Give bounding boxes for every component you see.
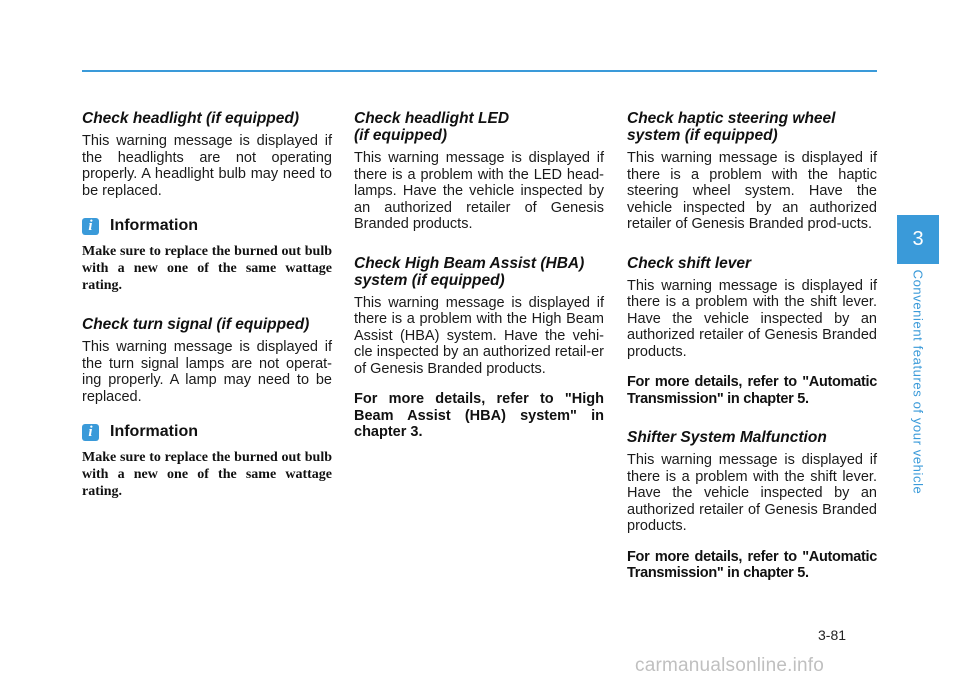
information-text: Make sure to replace the burned out bulb with a new one of the same wattage rating. [82, 450, 332, 499]
information-text: Make sure to replace the burned out bulb with a new one of the same wattage rating. [82, 244, 332, 293]
information-header [82, 217, 332, 235]
heading-line: (if equipped) [354, 127, 447, 144]
column-2 [354, 110, 604, 441]
shift-lever-reference-note: For more details, refer to "Automatic Transmission" in chapter 5. [627, 374, 877, 407]
section-heading-check-shift-lever: Check shift lever [627, 254, 752, 272]
page-number: 3-81 [818, 627, 847, 643]
chapter-title-vertical: Convenient features of your vehicle [910, 269, 926, 495]
heading-line: Check haptic steering wheel [627, 110, 836, 127]
section-heading-check-headlight: Check headlight (if equipped) [82, 110, 300, 127]
section-heading-shifter-malfunction: Shifter System Malfunction [627, 429, 827, 446]
shifter-malfunction-text: This warning message is displayed if there is a problem with the shift lever. Have the vehicle inspected by an authorized retailer of Genesis Branded products. [627, 452, 877, 534]
column-1 [82, 110, 332, 500]
watermark: carmanualsonline.info [635, 655, 825, 676]
info-icon: i [82, 218, 99, 235]
heading-line: system (if equipped) [354, 271, 505, 289]
check-turn-signal-text: This warning message is displayed if the turn signal lamps are not operat-ing properly. A lamp may need to be replaced. [82, 339, 332, 405]
information-title: Information [110, 423, 198, 440]
shifter-malfunction-reference-note: For more details, refer to "Automatic Transmission" in chapter 5. [627, 548, 877, 581]
check-hba-text: This warning message is displayed if there is a problem with the High Beam Assist (HBA) system. Have the vehi-cle inspected by an authorized retail-er of Genesis Branded products. [354, 294, 604, 377]
check-headlight-text: This warning message is displayed if the headlights are not operating properly. A headlight bulb may need to be replaced. [82, 133, 332, 199]
section-heading-check-hba [354, 255, 604, 289]
heading-line: Check High Beam Assist (HBA) [354, 254, 585, 272]
chapter-tab: 3 [897, 215, 939, 264]
heading-line: Check headlight LED [354, 110, 510, 127]
check-haptic-steering-text: This warning message is displayed if there is a problem with the haptic steering wheel system. Have the vehicle inspected by an authorized retailer of Genesis Branded prod-ucts. [627, 150, 877, 232]
section-heading-check-headlight-led [354, 110, 604, 144]
section-heading-check-haptic-steering [627, 110, 877, 144]
column-3 [627, 110, 877, 582]
information-header [82, 423, 332, 441]
section-heading-check-turn-signal: Check turn signal (if equipped) [82, 316, 310, 333]
info-icon: i [82, 424, 99, 441]
hba-reference-note: For more details, refer to "High Beam Assist (HBA) system" in chapter 3. [354, 391, 604, 440]
header-rule [82, 70, 877, 72]
heading-line: system (if equipped) [627, 127, 778, 144]
check-shift-lever-text: This warning message is displayed if there is a problem with the shift lever. Have the vehicle inspected by an authorized retailer of Genesis Branded products. [627, 277, 877, 360]
check-headlight-led-text: This warning message is displayed if there is a problem with the LED head-lamps. Have the vehicle inspected by an authorized retailer of Genesis Branded products. [354, 150, 604, 232]
information-title: Information [110, 217, 198, 234]
